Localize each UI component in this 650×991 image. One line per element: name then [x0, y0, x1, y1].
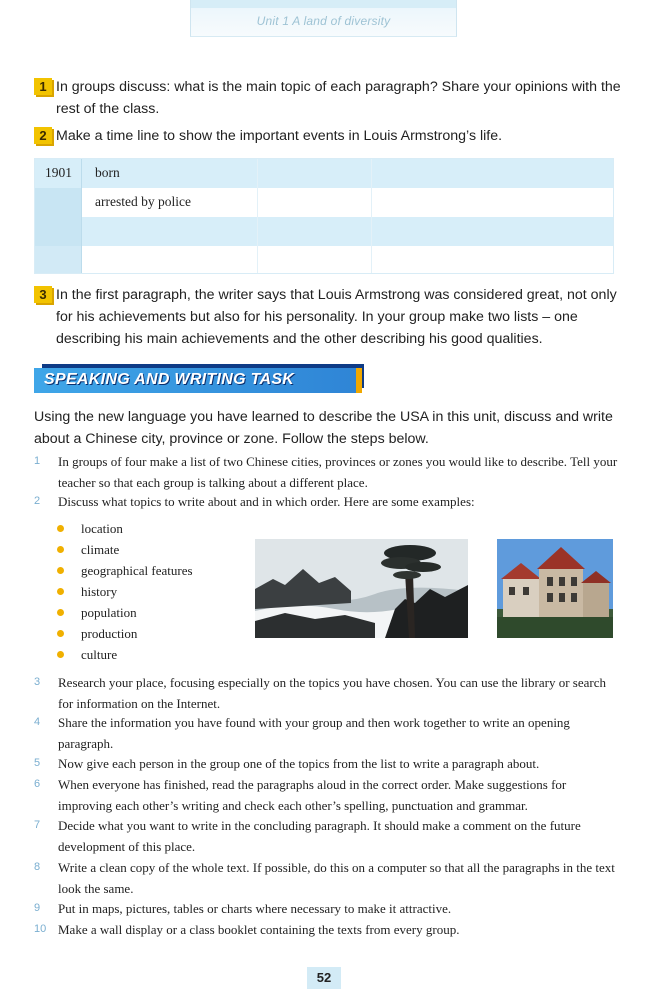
- topic-label: production: [81, 626, 138, 641]
- topic-label: location: [81, 521, 123, 536]
- section-banner: [34, 364, 364, 393]
- step-number: 7: [34, 819, 41, 831]
- step-text: Research your place, focusing especially on the topics you have chosen. You can use the library or search for information on the Internet.: [58, 675, 606, 711]
- task-number-badge: 2: [34, 127, 52, 144]
- bullet-icon: [57, 588, 64, 595]
- timeline-event: born: [95, 165, 120, 180]
- step-text: In groups of four make a list of two Chinese cities, provinces or zones you would like to describe. Tell your teacher so that each group is talking about a different place.: [58, 454, 618, 490]
- page-number: 52: [307, 967, 341, 989]
- mountain-landscape-image: [255, 539, 468, 638]
- task-2: [34, 125, 624, 147]
- list-item: [57, 644, 193, 665]
- year-column: [35, 246, 81, 273]
- step-text: Write a clean copy of the whole text. If possible, do this on a computer so that all the paragraphs in the text look the same.: [58, 860, 615, 896]
- list-item: [57, 560, 193, 581]
- historic-building-image: [497, 539, 613, 638]
- unit-title: Unit 1 A land of diversity: [256, 14, 391, 28]
- step-text: Make a wall display or a class booklet containing the texts from every group.: [58, 922, 460, 937]
- step-item: [34, 672, 619, 714]
- timeline-row: [35, 246, 613, 273]
- list-item: [57, 602, 193, 623]
- step-text: Now give each person in the group one of the topics from the list to write a paragraph about.: [58, 756, 540, 771]
- step-text: Put in maps, pictures, tables or charts where necessary to make it attractive.: [58, 901, 452, 916]
- step-item: [34, 774, 619, 816]
- step-number: 6: [34, 778, 41, 790]
- task-text: Make a time line to show the important events in Louis Armstrong’s life.: [56, 128, 503, 144]
- step-item: [34, 712, 619, 754]
- timeline-event: arrested by police: [95, 194, 191, 209]
- timeline-year: 1901: [45, 165, 72, 180]
- topic-label: population: [81, 605, 137, 620]
- timeline-row: [35, 217, 613, 246]
- unit-header-tab: [190, 0, 457, 37]
- timeline-table: [34, 158, 614, 274]
- step-number: 3: [34, 676, 41, 688]
- step-number: 10: [34, 923, 47, 935]
- task-text: In the first paragraph, the writer says that Louis Armstrong was considered great, not only for his achievements but also for his personality. In your group make two lists – one describing his main achievements and the other describing his good qualities.: [56, 287, 617, 347]
- step-number: 8: [34, 861, 41, 873]
- column-divider: [81, 159, 82, 273]
- step-item: [34, 919, 619, 940]
- building-photo: [497, 539, 613, 638]
- step-item: [34, 815, 619, 857]
- topic-list: [57, 518, 193, 665]
- task-1: [34, 76, 624, 120]
- bullet-icon: [57, 525, 64, 532]
- column-divider: [371, 159, 372, 273]
- step-text: Share the information you have found with your group and then work together to write an opening paragraph.: [58, 715, 570, 751]
- topic-label: history: [81, 584, 118, 599]
- step-number: 5: [34, 757, 41, 769]
- step-item: [34, 491, 619, 512]
- step-number: 2: [34, 495, 41, 507]
- year-column: [35, 217, 81, 246]
- task-text: In groups discuss: what is the main topic of each paragraph? Share your opinions with the rest of the class.: [56, 79, 621, 117]
- list-item: [57, 581, 193, 602]
- column-divider: [257, 159, 258, 273]
- step-text: Decide what you want to write in the concluding paragraph. It should make a comment on the future development of this place.: [58, 818, 581, 854]
- bullet-icon: [57, 630, 64, 637]
- topic-label: geographical features: [81, 563, 193, 578]
- list-item: [57, 623, 193, 644]
- bullet-icon: [57, 609, 64, 616]
- topic-label: culture: [81, 647, 118, 662]
- section-intro: Using the new language you have learned to describe the USA in this unit, discuss and write about a Chinese city, province or zone. Follow the steps below.: [34, 409, 613, 447]
- mountain-clouds-photo: [255, 539, 468, 638]
- step-number: 4: [34, 716, 41, 728]
- timeline-row: [35, 188, 613, 217]
- step-item: [34, 753, 619, 774]
- topic-label: climate: [81, 542, 120, 557]
- step-item: [34, 857, 619, 899]
- bullet-icon: [57, 546, 64, 553]
- header-stripe: [191, 0, 456, 8]
- step-item: [34, 451, 619, 493]
- list-item: [57, 518, 193, 539]
- list-item: [57, 539, 193, 560]
- section-title: SPEAKING AND WRITING TASK: [44, 371, 295, 388]
- step-text: When everyone has finished, read the paragraphs aloud in the correct order. Make suggestions for improving each other’s writing and check each other’s spelling, punctuation and grammar.: [58, 777, 567, 813]
- bullet-icon: [57, 651, 64, 658]
- task-number-badge: 3: [34, 286, 52, 303]
- step-item: [34, 898, 619, 919]
- step-number: 1: [34, 455, 41, 467]
- bullet-icon: [57, 567, 64, 574]
- task-number-badge: 1: [34, 78, 52, 95]
- task-3: [34, 284, 624, 350]
- timeline-row: [35, 159, 613, 188]
- step-number: 9: [34, 902, 41, 914]
- step-text: Discuss what topics to write about and in which order. Here are some examples:: [58, 494, 475, 509]
- year-column: [35, 188, 81, 217]
